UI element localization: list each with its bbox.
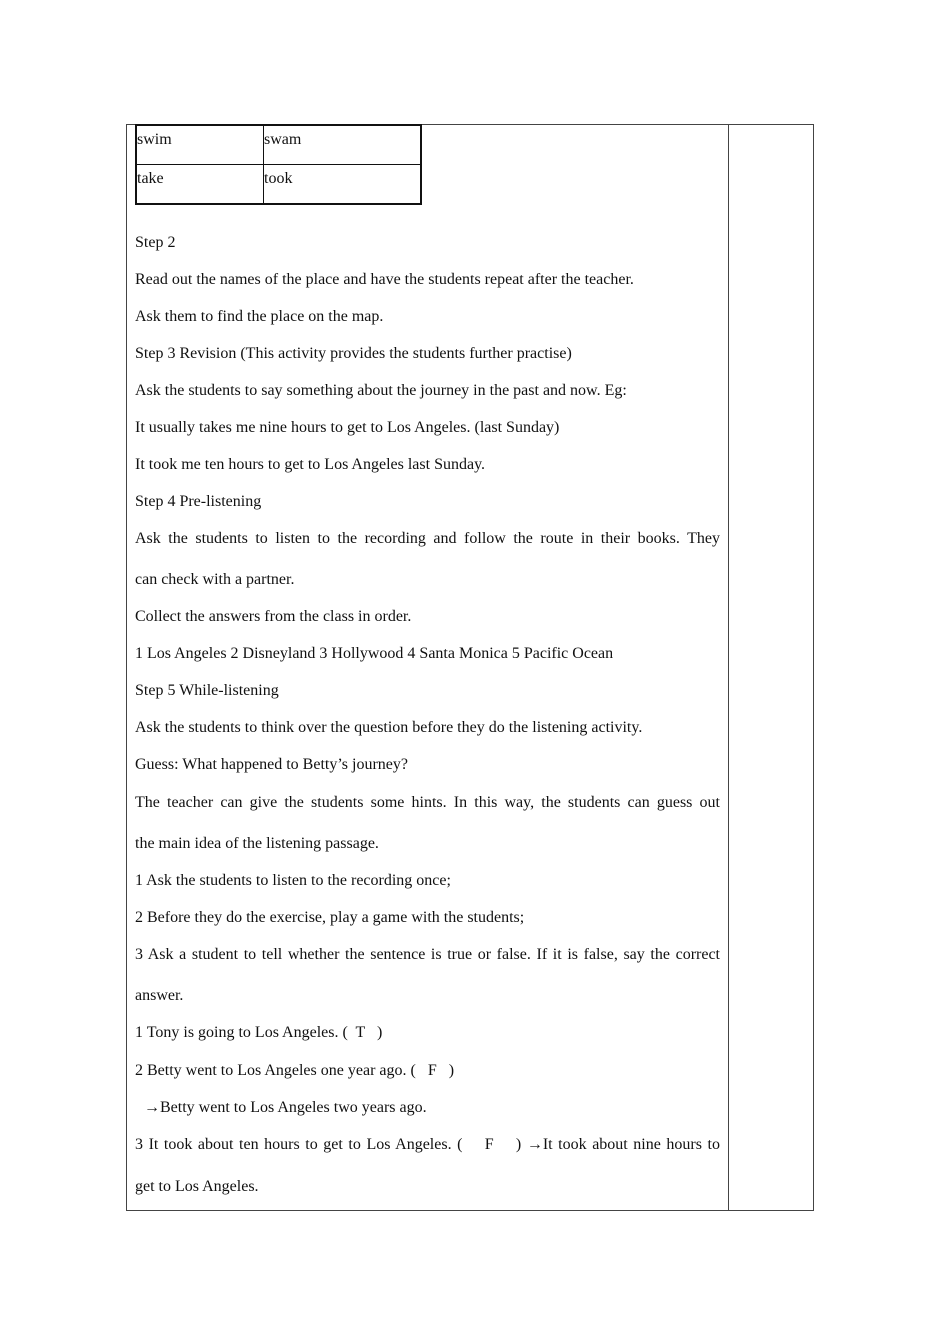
- table-row: [136, 125, 421, 165]
- paragraph-line: Ask the students to listen to the recording and follow the route in their books. They: [135, 530, 720, 547]
- verb-base-cell: take: [136, 165, 264, 205]
- paragraph-line: Collect the answers from the class in order.: [135, 608, 412, 625]
- paragraph-line: 3 Ask a student to tell whether the sentence is true or false. If it is false, say the correct: [135, 946, 720, 963]
- paragraph-line: 2 Before they do the exercise, play a game with the students;: [135, 909, 525, 926]
- step-4-heading: Step 4 Pre-listening: [135, 493, 262, 510]
- paragraph-line: Guess: What happened to Betty’s journey?: [135, 756, 408, 773]
- true-false-item: 1 Tony is going to Los Angeles. ( T ): [135, 1024, 383, 1041]
- verb-base-cell: swim: [136, 125, 264, 165]
- verb-past-cell: swam: [264, 125, 422, 165]
- correction-line: →Betty went to Los Angeles two years ago.: [144, 1099, 427, 1116]
- step-3-heading: Step 3 Revision (This activity provides the students further practise): [135, 345, 572, 362]
- notes-column-divider: [728, 124, 729, 1211]
- answer-list: 1 Los Angeles 2 Disneyland 3 Hollywood 4 Santa Monica 5 Pacific Ocean: [135, 645, 614, 662]
- verb-past-cell: took: [264, 165, 422, 205]
- paragraph-line: Ask them to find the place on the map.: [135, 308, 384, 325]
- example-sentence: It took me ten hours to get to Los Angeles last Sunday.: [135, 456, 486, 473]
- paragraph-line: can check with a partner.: [135, 571, 295, 588]
- verb-forms-table: [135, 124, 422, 205]
- true-false-item: 3 It took about ten hours to get to Los Angeles. ( F ) →It took about nine hours to: [135, 1136, 720, 1153]
- step-2-heading: Step 2: [135, 234, 176, 251]
- example-sentence: It usually takes me nine hours to get to Los Angeles. (last Sunday): [135, 419, 560, 436]
- table-row: [136, 165, 421, 205]
- step-5-heading: Step 5 While-listening: [135, 682, 279, 699]
- paragraph-line: 1 Ask the students to listen to the recording once;: [135, 872, 451, 889]
- correction-line: get to Los Angeles.: [135, 1178, 259, 1195]
- paragraph-line: Ask the students to think over the question before they do the listening activity.: [135, 719, 643, 736]
- true-false-item: 2 Betty went to Los Angeles one year ago. ( F ): [135, 1062, 455, 1079]
- paragraph-line: Read out the names of the place and have the students repeat after the teacher.: [135, 271, 634, 288]
- paragraph-line: the main idea of the listening passage.: [135, 835, 379, 852]
- paragraph-line: The teacher can give the students some hints. In this way, the students can guess out: [135, 794, 720, 811]
- paragraph-line: Ask the students to say something about the journey in the past and now. Eg:: [135, 382, 627, 399]
- paragraph-line: answer.: [135, 987, 184, 1004]
